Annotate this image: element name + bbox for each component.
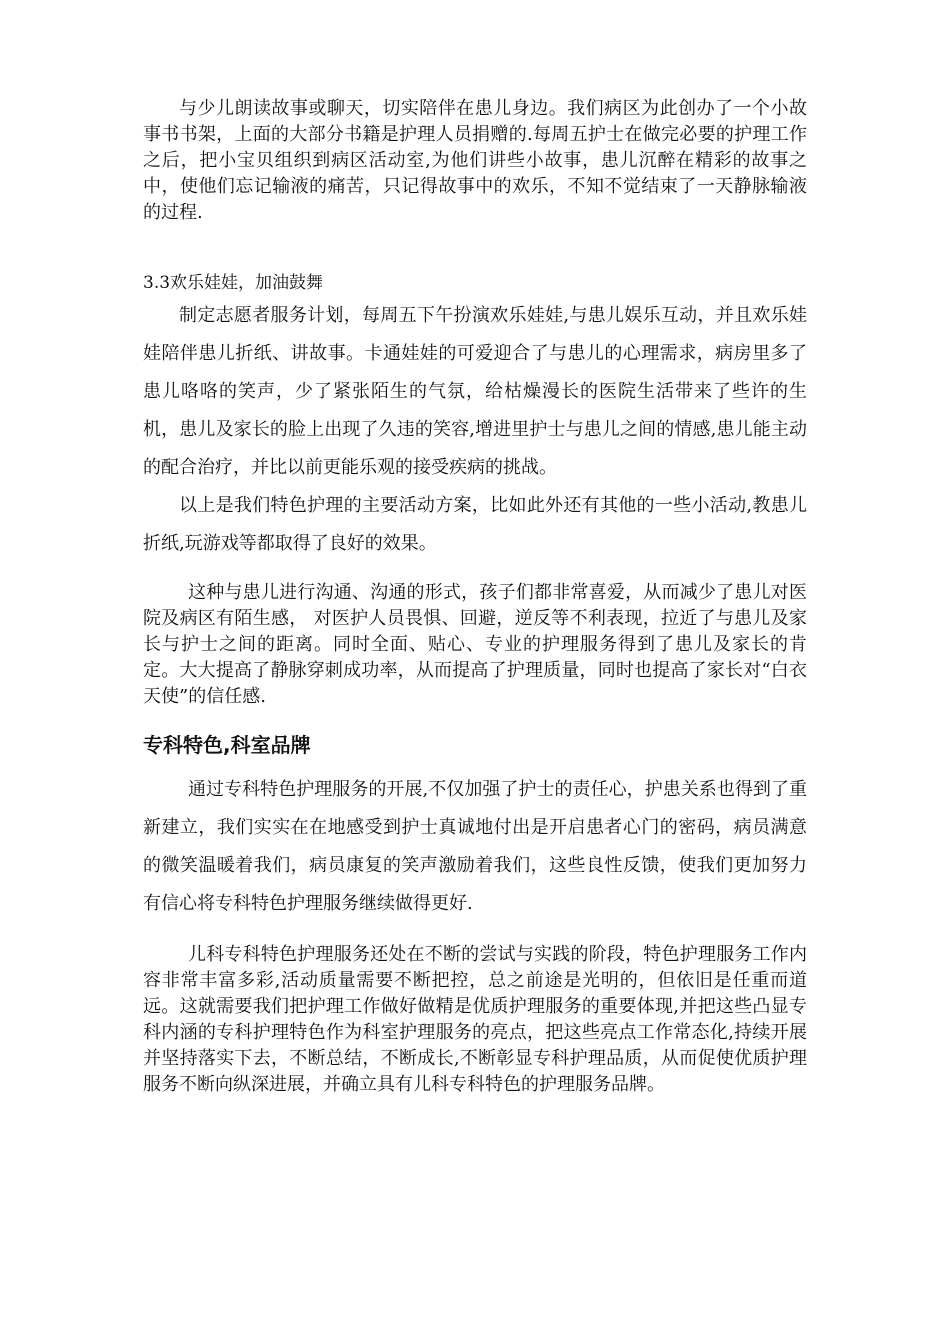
paragraph-story-reading: 与少儿朗读故事或聊天，切实陪伴在患儿身边。我们病区为此创办了一个小故事书书架，上面的大部分书籍是护理人员捐赠的.每周五护士在做完必要的护理工作之后，把小宝贝组织到病区活动室,为他们讲些小故事，患儿沉醉在精彩的故事之中，使他们忘记输液的痛苦，只记得故事中的欢乐，不知不觉结束了一天静脉输液的过程. (143, 98, 807, 223)
paragraph-activity-summary: 以上是我们特色护理的主要活动方案，比如此外还有其他的一些小活动,教患儿折纸,玩游戏等都取得了良好的效果。 (143, 495, 807, 554)
paragraph-specialty-service: 通过专科特色护理服务的开展,不仅加强了护士的责任心，护患关系也得到了重新建立，我们实实在在地感受到护士真诚地付出是开启患者心门的密码，病员满意的微笑温暖着我们，病员康复的笑声激励着我们，这些良性反馈，使我们更加努力有信心将专科特色护理服务继续做得更好. (143, 779, 807, 914)
section-heading-brand: 专科特色,科室品牌 (143, 733, 311, 757)
paragraph-communication: 这种与患儿进行沟通、沟通的形式，孩子们都非常喜爱，从而减少了患儿对医院及病区有陌生感， 对医护人员畏惧、回避，逆反等不利表现，拉近了与患儿及家长与护士之间的距离。同时全面、贴心、专业的护理服务得到了患儿及家长的肯定。大大提高了静脉穿刺成功率，从而提高了护理质量，同时也提高了家长对“白衣天使”的信任感. (143, 582, 807, 707)
subheading-3-3: 3.3欢乐娃娃，加油鼓舞 (143, 273, 324, 293)
paragraph-pediatric-brand: 儿科专科特色护理服务还处在不断的尝试与实践的阶段，特色护理服务工作内容非常丰富多彩,活动质量需要不断把控，总之前途是光明的，但依旧是任重而道远。这就需要我们把护理工作做好做精是优质护理服务的重要体现,并把这些凸显专科内涵的专科护理特色作为科室护理服务的亮点，把这些亮点工作常态化,持续开展并坚持落实下去，不断总结，不断成长,不断彰显专科护理品质，从而促使优质护理服务不断向纵深进展，并确立具有儿科专科特色的护理服务品牌。 (143, 944, 807, 1095)
paragraph-happy-doll: 制定志愿者服务计划，每周五下午扮演欢乐娃娃,与患儿娱乐互动，并且欢乐娃娃陪伴患儿折纸、讲故事。卡通娃娃的可爱迎合了与患儿的心理需求，病房里多了患儿咯咯的笑声，少了紧张陌生的气氛，给枯燥漫长的医院生活带来了些许的生机，患儿及家长的脸上出现了久违的笑容,增进里护士与患儿之间的情感,患儿能主动的配合治疗，并比以前更能乐观的接受疾病的挑战。 (143, 305, 807, 478)
